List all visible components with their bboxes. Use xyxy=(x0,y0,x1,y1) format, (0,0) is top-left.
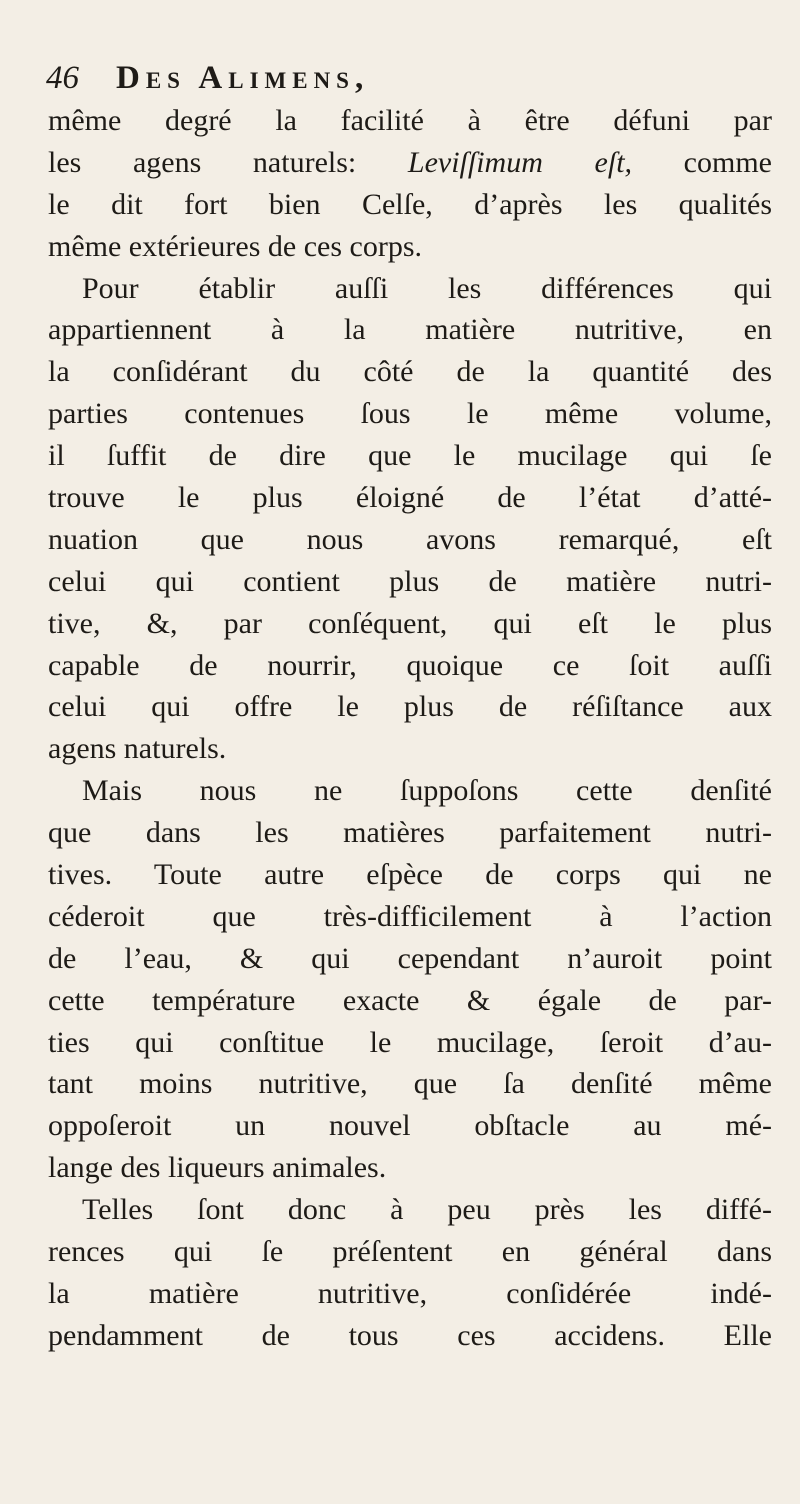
text-line: rences qui ſe préſentent en général dans xyxy=(48,1235,772,1269)
text-line: céderoit que très-difficilement à l’action xyxy=(48,899,772,933)
text-line: la conſidérant du côté de la quantité des xyxy=(48,355,772,389)
text-line: appartiennent à la matière nutritive, en xyxy=(48,313,772,347)
line-segment: comme xyxy=(632,145,772,179)
page-number: 46 xyxy=(46,60,79,96)
text-line: que dans les matières parfaitement nutri- xyxy=(48,816,772,850)
line-segment: les agens naturels: xyxy=(48,145,408,179)
text-line: agens naturels. xyxy=(48,732,227,766)
text-line: de l’eau, & qui cependant n’auroit point xyxy=(48,941,772,975)
text-line: parties contenues ſous le même volume, xyxy=(48,397,772,431)
text-line: même degré la facilité à être défuni par xyxy=(48,104,772,137)
text-line: pendamment de tous ces accidens. Elle xyxy=(48,1318,772,1352)
text-line: lange des liqueurs animales. xyxy=(48,1151,387,1185)
text-line: capable de nourrir, quoique ce ſoit auſſi xyxy=(48,648,772,682)
text-line xyxy=(48,142,772,184)
text-line: trouve le plus éloigné de l’état d’atté- xyxy=(48,481,772,515)
text-line: cette température exacte & égale de par- xyxy=(48,983,772,1017)
paragraph-start-line: Pour établir auſſi les différences qui xyxy=(82,271,772,305)
text-line: oppoſeroit un nouvel obſtacle au mé- xyxy=(48,1109,772,1143)
text-line: tives. Toute autre eſpèce de corps qui ne xyxy=(48,858,772,892)
paragraph-start-line: Mais nous ne ſuppoſons cette denſité xyxy=(82,774,772,808)
text-line: tive, &, par conſéquent, qui eſt le plus xyxy=(48,606,772,640)
text-line: le dit fort bien Celſe, d’après les qualités xyxy=(48,187,772,221)
text-line: il ſuffit de dire que le mucilage qui ſe xyxy=(48,439,772,473)
text-line: la matière nutritive, conſidérée indé- xyxy=(48,1276,772,1310)
latin-quote: Leviſſimum eſt, xyxy=(407,145,633,179)
text-line: celui qui contient plus de matière nutri- xyxy=(48,564,772,598)
text-line: celui qui offre le plus de réſiſtance aux xyxy=(48,690,772,724)
text-line: même extérieures de ces corps. xyxy=(48,229,422,263)
section-title: Des Alimens, xyxy=(116,60,370,96)
text-line: tant moins nutritive, que ſa denſité même xyxy=(48,1067,772,1101)
text-line: ties qui conſtitue le mucilage, ſeroit d’au- xyxy=(48,1025,772,1059)
paragraph-start-line: Telles ſont donc à peu près les diffé- xyxy=(82,1193,772,1227)
text-line: nuation que nous avons remarqué, eſt xyxy=(48,522,772,556)
body-text xyxy=(48,100,772,1357)
